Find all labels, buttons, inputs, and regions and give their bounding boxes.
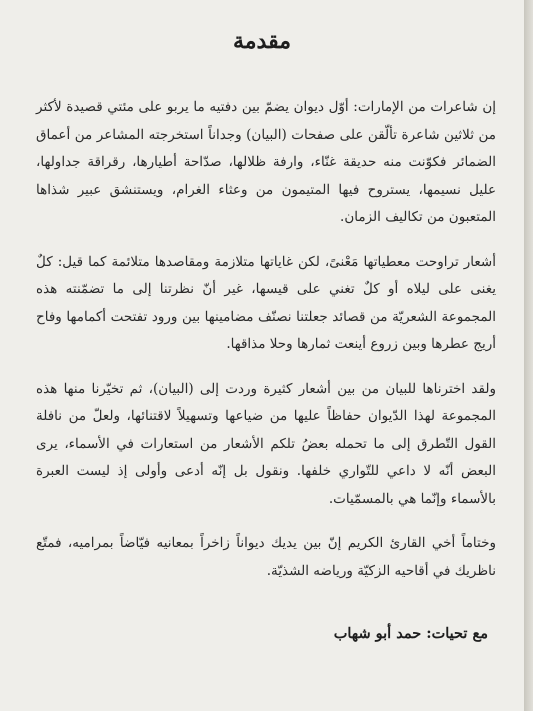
paragraph-1: إن شاعرات من الإمارات: أوّل ديوان يضمّ بين دفتيه ما يربو على مئتي قصيدة لأكثر من ثلاثين شاعرة تألّقن على صفحات (البيان) وجداناً استخرجته المشاعر من أعماق الضمائر فكوّنت منه حديقة غنّاء، وارفة ظلالها، صدّاحة أطيارها، رقراقة جداولها، عليل نسيمها، يستروح فيها المتيمون من وعثاء الغرام، ويستنشق عبير شذاها المتعبون من تكاليف الزمان.	[36, 99, 496, 225]
paragraph-4: وختاماً أخي القارئ الكريم إنّ بين يديك ديواناً زاخراً بمعانيه فيّاضاً بمراميه، فمتّع ناظريك في أقاحيه الزكيّة ورياضه الشذيّة.	[36, 535, 496, 579]
signature: مع تحيات: حمد أبو شهاب	[333, 625, 488, 642]
page-title: مقدمة	[232, 28, 292, 54]
paragraph-2: أشعار تراوحت معطياتها مَعْنىً، لكن غاياتها متلازمة ومقاصدها متلائمة كما قيل: كلٌ يغنى على ليلاه أو كلٌ تغني على قيسها، غير أنّ نظرتنا إلى ما تضمّنته هذه المجموعة الشعريّة من قصائد جعلتنا نصنّف مضامينها بين ورود تفتحت أكمامها وفاح أريج عطرها وبين زروع أينعت ثمارها وحلا مذاقها.	[36, 253, 496, 352]
paragraph-3: ولقد اخترناها للبيان من بين أشعار كثيرة وردت إلى (البيان)، ثم تخيّرنا منها هذه المجموعة لهذا الدّيوان حفاظاً عليها من ضياعها وتسهيلاً لاقتنائها، ولعلّ من نافلة القول التّطرق إلى ما تحمله بعضُ تلكم الأشعار من استعارات في الأسماء، يرى البعض أنّه لا داعي للتّواري خلفها. ونقول بل إنّه أدعى وأولى إذ ليست العبرة بالأسماء وإنّما هي بالمسمّيات.	[36, 380, 496, 507]
page-edge	[524, 0, 533, 711]
introduction-body	[36, 94, 496, 602]
